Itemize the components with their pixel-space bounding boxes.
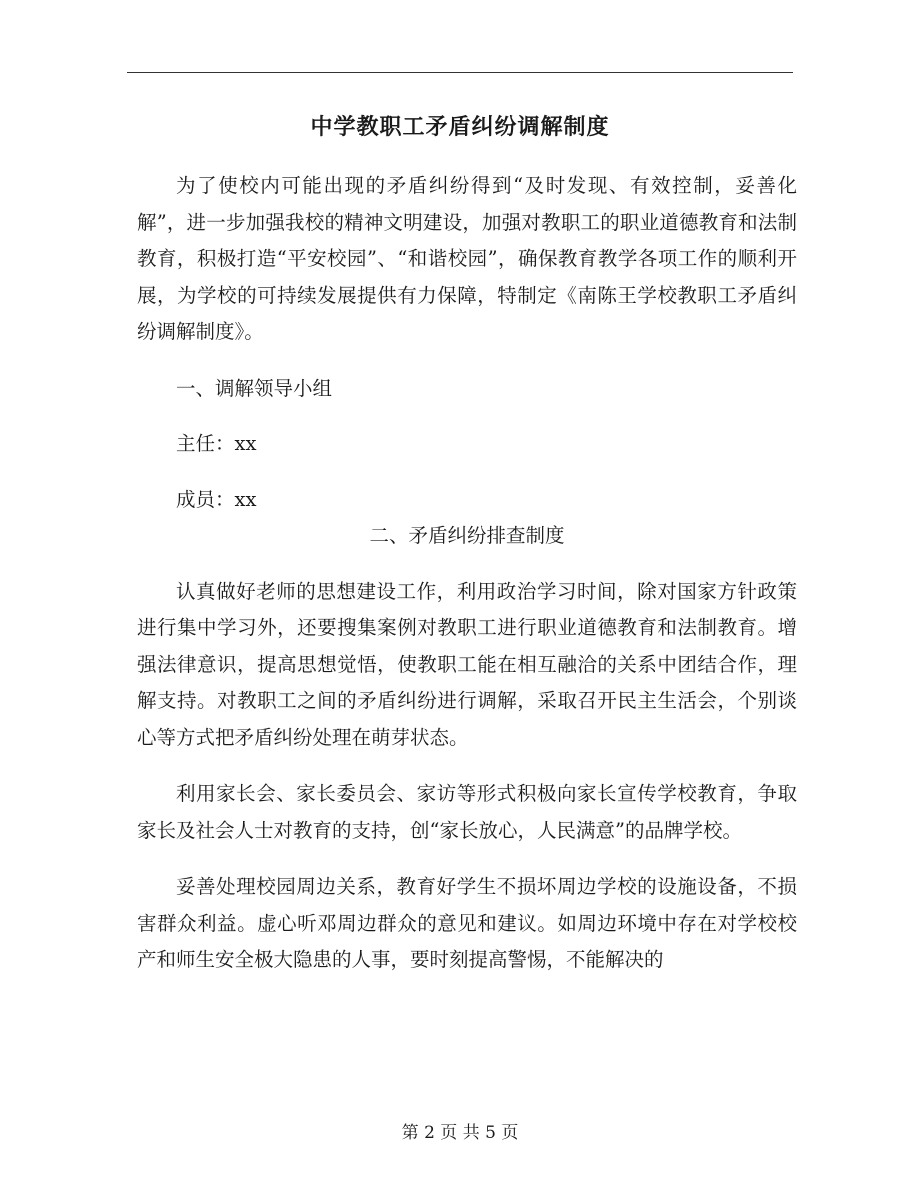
header-rule bbox=[127, 72, 793, 73]
body-paragraph: 利用家长会、家长委员会、家访等形式积极向家长宣传学校教育，争取家长及社会人士对教育的支持，创“家长放心，人民满意”的品牌学校。 bbox=[137, 782, 797, 842]
section-2-heading: 二、矛盾纠纷排查制度 bbox=[369, 524, 565, 547]
intro-paragraph: 为了使校内可能出现的矛盾纠纷得到“及时发现、有效控制，妥善化解”，进一步加强我校的精神文明建设，加强对教职工的职业道德教育和法制教育，积极打造“平安校园”、“和谐校园”，确保教育教学各项工作的顺利开展，为学校的可持续发展提供有力保障，特制定《南陈王学校教职工矛盾纠纷调解制度》。 bbox=[137, 174, 797, 343]
director-line: 主任：xx bbox=[176, 432, 257, 455]
page-number: 第 2 页 共 5 页 bbox=[401, 1123, 519, 1143]
body-paragraph: 认真做好老师的思想建设工作，利用政治学习时间，除对国家方针政策进行集中学习外，还要搜集案例对教职工进行职业道德教育和法制教育。增强法律意识，提高思想觉悟，使教职工能在相互融洽的关系中团结合作，理解支持。对教职工之间的矛盾纠纷进行调解，采取召开民主生活会，个别谈心等方式把矛盾纠纷处理在萌芽状态。 bbox=[137, 579, 797, 749]
members-line: 成员：xx bbox=[176, 487, 257, 511]
section-1-heading: 一、调解领导小组 bbox=[176, 376, 333, 400]
document-body bbox=[137, 168, 797, 979]
document-title: 中学教职工矛盾纠纷调解制度 bbox=[310, 114, 610, 140]
body-paragraph: 妥善处理校园周边关系，教育好学生不损坏周边学校的设施设备，不损害群众利益。虚心听邓周边群众的意见和建议。如周边环境中存在对学校校产和师生安全极大隐患的人事，要时刻提高警惕，不能解决的 bbox=[137, 875, 797, 971]
